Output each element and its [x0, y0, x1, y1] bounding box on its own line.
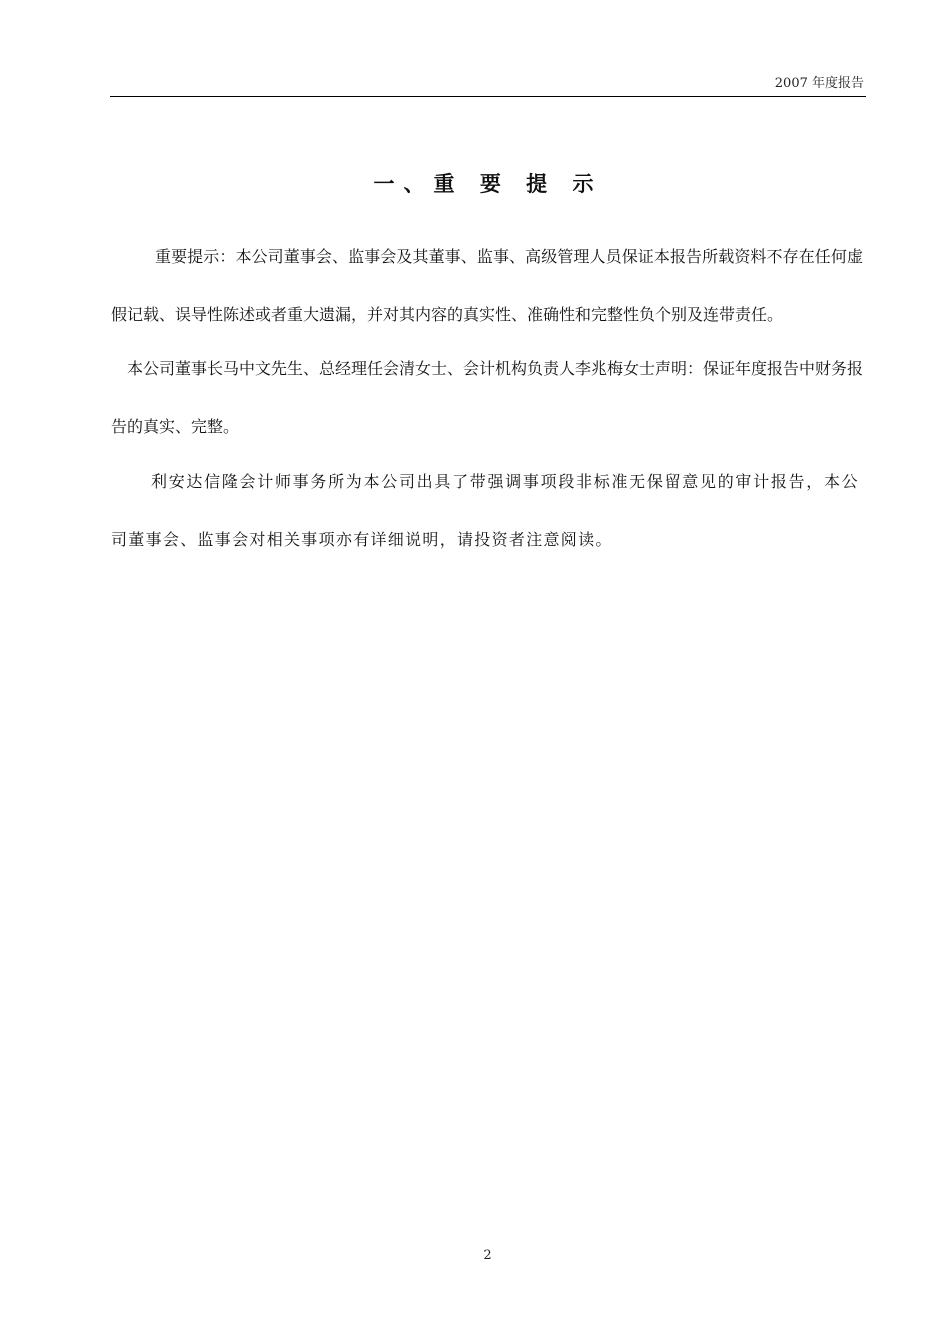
section-title: 一、重 要 提 示: [373, 171, 603, 196]
page-number: 2: [483, 1248, 492, 1263]
paragraph-important-notice: 重要提示：本公司董事会、监事会及其董事、监事、高级管理人员保证本报告所载资料不存在任何虚假记载、误导性陈述或者重大遗漏，并对其内容的真实性、准确性和完整性负个别及连带责任。: [111, 247, 863, 324]
header-report-label: 2007 年度报告: [774, 76, 864, 91]
page-header: [110, 76, 866, 97]
paragraph-audit-opinion: 利安达信隆会计师事务所为本公司出具了带强调事项段非标准无保留意见的审计报告，本公司董事会、监事会对相关事项亦有详细说明，请投资者注意阅读。: [111, 472, 859, 549]
paragraph-management-statement: 本公司董事长马中文先生、总经理任会清女士、会计机构负责人李兆梅女士声明：保证年度报告中财务报告的真实、完整。: [111, 359, 864, 436]
